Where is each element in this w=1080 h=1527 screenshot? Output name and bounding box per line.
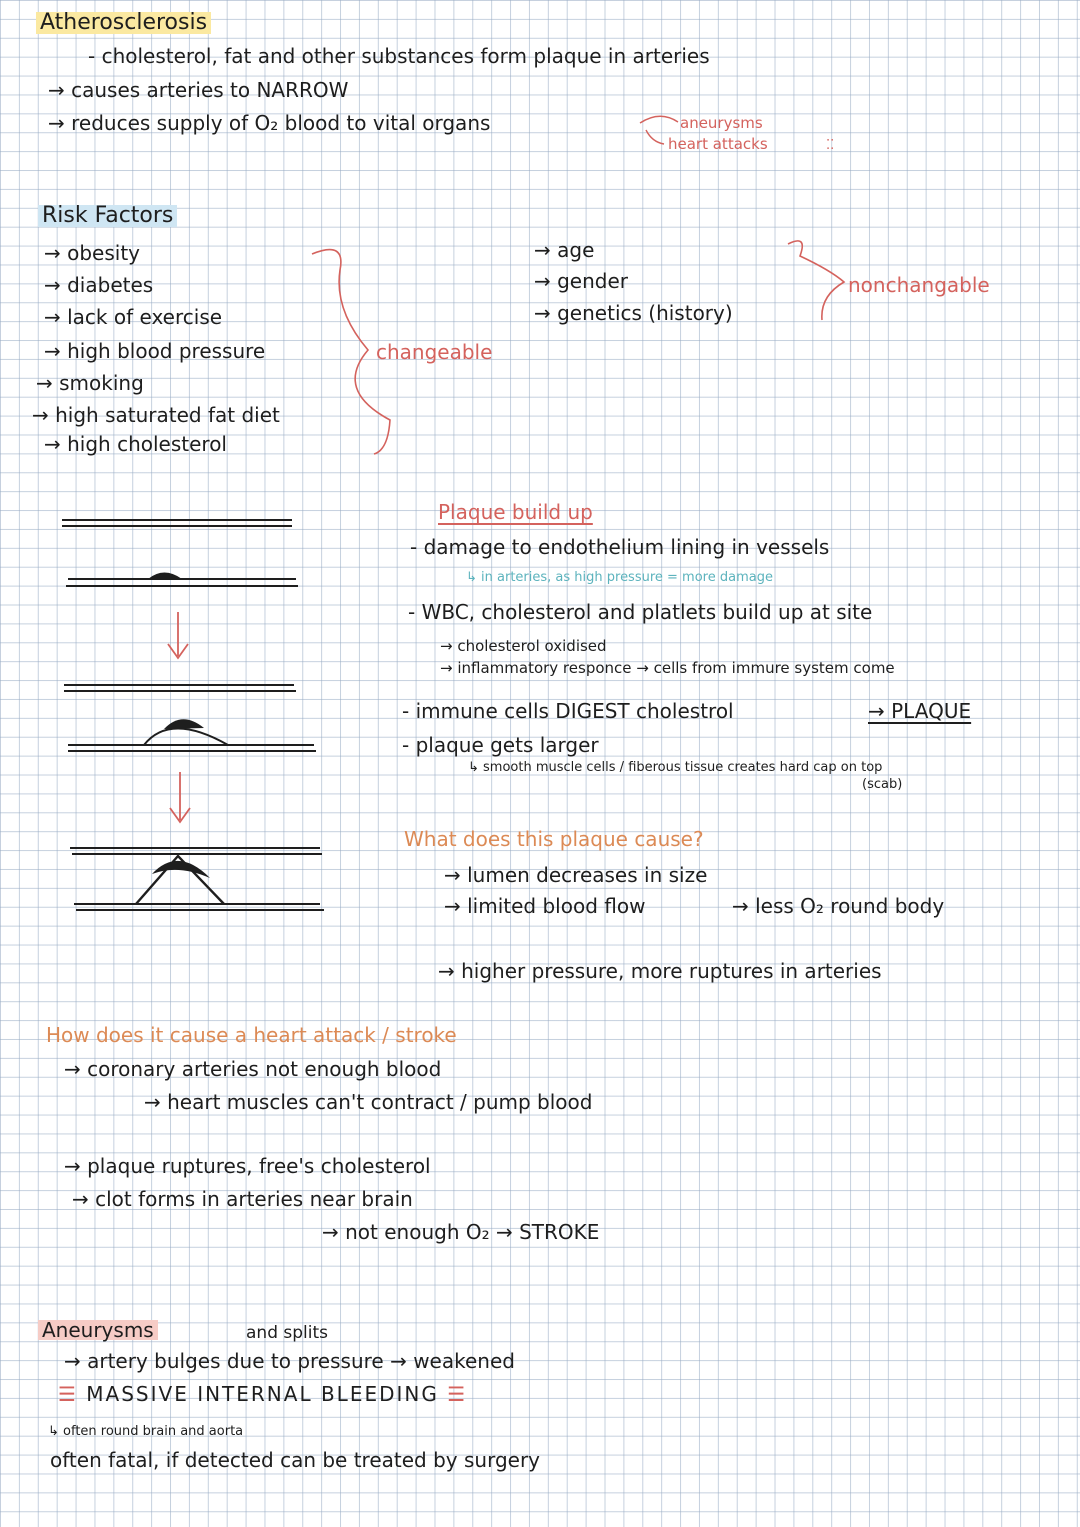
plaque-buildup-note: ↳ smooth muscle cells / fiberous tissue creates hard cap on top — [468, 760, 883, 775]
plaque-buildup-line: - plaque gets larger — [402, 733, 599, 757]
atherosclerosis-line: - cholesterol, fat and other substances form plaque in arteries — [88, 44, 710, 68]
aneurysms-note: ↳ often round brain and aorta — [48, 1424, 244, 1439]
aneurysms-title: Aneurysms — [38, 1320, 158, 1340]
plaque-buildup-line: - immune cells DIGEST cholestrol — [402, 699, 734, 723]
risk-factor-item: → smoking — [36, 371, 144, 395]
aneurysms-insert: and splits — [246, 1323, 329, 1343]
plaque-buildup-sub: → cholesterol oxidised — [440, 637, 607, 655]
plaque-buildup-note: ↳ in arteries, as high pressure = more damage — [466, 570, 773, 585]
heart-attack-line: → heart muscles can't contract / pump blood — [144, 1090, 593, 1114]
aneurysms-line: often fatal, if detected can be treated by surgery — [50, 1448, 541, 1472]
risk-factor-item: → obesity — [44, 241, 141, 265]
heart-attack-title: How does it cause a heart attack / stroke — [46, 1023, 457, 1047]
plaque-buildup-line: - damage to endothelium lining in vessels — [410, 535, 830, 559]
nonchangeable-item: → gender — [534, 269, 629, 293]
heart-attack-line: → coronary arteries not enough blood — [64, 1057, 442, 1081]
plaque-effect-result: → less O₂ round body — [732, 894, 945, 918]
risk-factor-item: → high blood pressure — [44, 339, 266, 363]
plaque-effect-item: → lumen decreases in size — [444, 863, 708, 887]
risk-factors-title: Risk Factors — [38, 205, 177, 227]
risk-factor-item: → diabetes — [44, 273, 154, 297]
atherosclerosis-line: → reduces supply of O₂ blood to vital organs — [48, 111, 491, 135]
risk-factor-item: → high cholesterol — [44, 432, 227, 456]
nonchangeable-item: → age — [534, 238, 595, 262]
nonchangeable-item: → genetics (history) — [534, 301, 733, 325]
stroke-line: → plaque ruptures, free's cholesterol — [64, 1154, 431, 1178]
emphasis-mark-left: ☰ — [58, 1382, 87, 1406]
plaque-result: → PLAQUE — [868, 699, 972, 723]
plaque-effect-item: → limited blood flow — [444, 894, 646, 918]
massive-bleeding-text: MASSIVE INTERNAL BLEEDING — [86, 1382, 439, 1406]
stroke-line: → not enough O₂ → STROKE — [322, 1220, 600, 1244]
risk-factor-item: → high saturated fat diet — [32, 403, 280, 427]
aneurysms-emphasis — [58, 1384, 467, 1404]
plaque-buildup-title: Plaque build up — [438, 500, 593, 524]
plaque-effects-title: What does this plaque cause? — [404, 827, 704, 851]
emphasis-mark-right: ☰ — [438, 1382, 468, 1406]
consequence-mark: ⁚⁚ — [826, 138, 835, 153]
stroke-line: → clot forms in arteries near brain — [72, 1187, 413, 1211]
consequence-heart-attacks: heart attacks — [668, 135, 768, 153]
plaque-buildup-sub: → inflammatory responce → cells from immure system come — [440, 659, 895, 677]
nonchangeable-label: nonchangable — [848, 273, 990, 297]
changeable-label: changeable — [376, 340, 493, 364]
atherosclerosis-title: Atherosclerosis — [36, 12, 211, 34]
atherosclerosis-line: → causes arteries to NARROW — [48, 78, 349, 102]
plaque-buildup-line: - WBC, cholesterol and platlets build up at site — [408, 600, 873, 624]
plaque-buildup-note-scab: (scab) — [862, 777, 903, 792]
plaque-effect-item: → higher pressure, more ruptures in arteries — [438, 959, 882, 983]
risk-factor-item: → lack of exercise — [44, 305, 223, 329]
consequence-aneurysms: aneurysms — [680, 114, 763, 132]
aneurysms-line: → artery bulges due to pressure → weakened — [64, 1349, 515, 1373]
